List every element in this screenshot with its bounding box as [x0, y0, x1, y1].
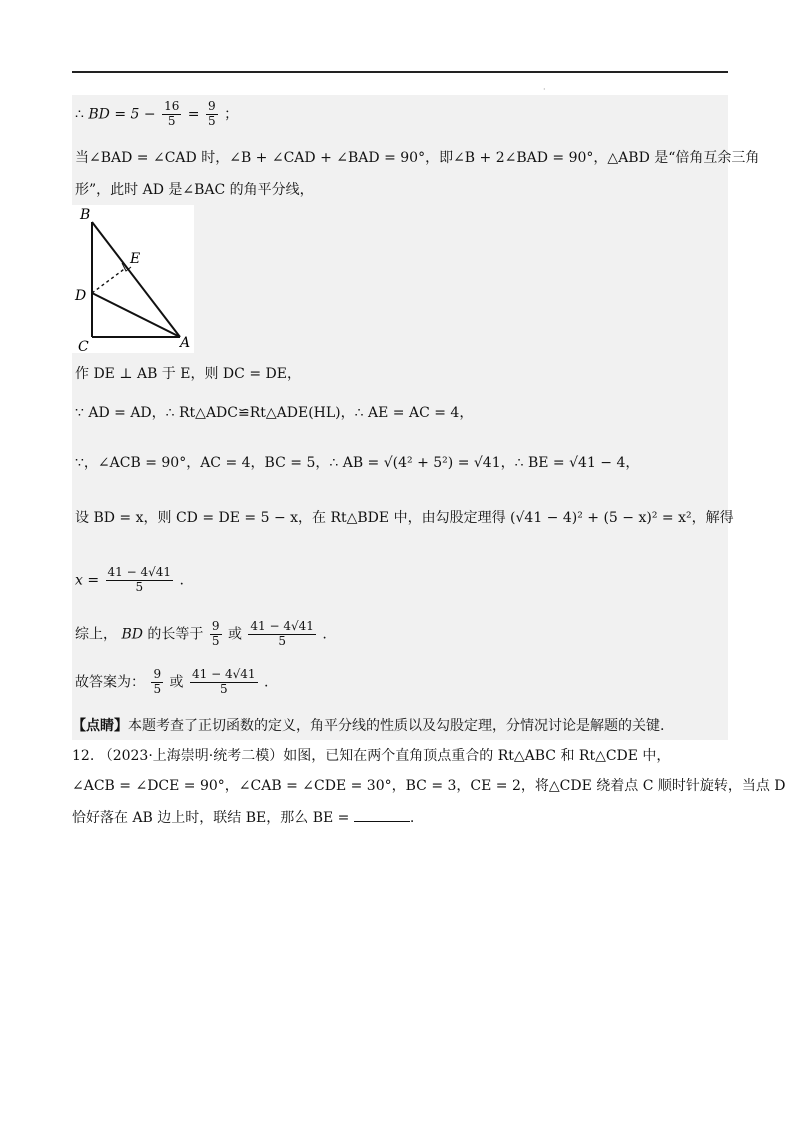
therefore-symbol: ∴: [75, 106, 84, 123]
fraction-denominator: 5: [211, 633, 220, 648]
fraction-x-value: [190, 668, 258, 697]
expr-bd: BD: [121, 626, 143, 643]
expr-bd: BD = 5 −: [88, 106, 156, 123]
answer-prefix: 故答案为：: [75, 674, 145, 691]
label-d: D: [75, 288, 87, 304]
solution-line-10: [75, 668, 268, 697]
solution-line-1: [75, 100, 238, 129]
punctuation: .: [409, 810, 415, 826]
question-12-text: 恰好落在 AB 边上时，联结 BE，那么 BE =: [72, 810, 350, 826]
fraction-16-5: [162, 100, 181, 129]
fraction-numerator: 9: [153, 667, 162, 681]
solution-line-9: [75, 620, 327, 649]
word-or: 或: [227, 626, 242, 643]
solution-line-7: 设 BD = x，则 CD = DE = 5 − x，在 Rt△BDE 中，由勾股定理得 (√41 − 4)² + (5 − x)² = x²，解得: [75, 510, 734, 526]
solution-line-4: 作 DE ⊥ AB 于 E，则 DC = DE，: [75, 366, 301, 382]
fraction-numerator: 9: [207, 99, 216, 113]
solution-line-8: [75, 566, 184, 595]
label-a: A: [180, 335, 191, 351]
equals-sign: =: [187, 106, 200, 123]
header-rule: [72, 71, 728, 73]
fraction-denominator: 5: [153, 681, 162, 696]
fraction-9-5: [210, 620, 222, 649]
solution-line-11: [72, 718, 664, 735]
header-dot: ·: [543, 85, 546, 94]
segment-de-dashed: [92, 267, 127, 293]
triangle-figure: [72, 205, 194, 353]
fraction-numerator: 16: [164, 99, 180, 113]
punctuation: .: [179, 572, 184, 589]
segment-da: [92, 293, 180, 337]
summary-prefix: 综上，: [75, 626, 117, 643]
fraction-numerator: 41 − 4√41: [192, 667, 256, 681]
fraction-numerator: 41 − 4√41: [250, 619, 314, 633]
fraction-denominator: 5: [278, 633, 286, 648]
label-b: B: [80, 207, 91, 223]
fraction-denominator: 5: [207, 113, 216, 128]
fraction-numerator: 9: [211, 619, 220, 633]
label-c: C: [78, 339, 89, 353]
solution-line-5: ∵ AD = AD，∴ Rt△ADC≌Rt△ADE(HL)，∴ AE = AC = 4，: [75, 405, 474, 421]
segment-ba: [92, 222, 180, 337]
fraction-denominator: 5: [219, 681, 228, 696]
question-12-line-2: ∠ACB = ∠DCE = 90°，∠CAB = ∠CDE = 30°，BC = 3，CE = 2，将△CDE 绕着点 C 顺时针旋转，当点 D: [72, 778, 786, 794]
fraction-x-value: [248, 620, 316, 649]
triangle-diagram: [72, 205, 194, 353]
comment-tag: 【点睛】: [72, 718, 128, 734]
summary-mid: 的长等于: [147, 626, 204, 643]
word-or: 或: [169, 674, 184, 691]
answer-blank[interactable]: [354, 809, 410, 822]
fraction-denominator: 5: [167, 113, 176, 128]
question-12-line-1: 12. （2023·上海崇明·统考二模）如图，已知在两个直角顶点重合的 Rt△ABC 和 Rt△CDE 中，: [72, 748, 671, 764]
expr-x: x =: [75, 572, 100, 589]
solution-line-3: 形”，此时 AD 是∠BAC 的角平分线，: [75, 182, 314, 198]
fraction-denominator: 5: [135, 579, 144, 594]
punctuation: ；: [224, 106, 239, 123]
punctuation: .: [263, 674, 269, 691]
fraction-9-5: [151, 668, 163, 697]
solution-line-2: 当∠BAD = ∠CAD 时，∠B + ∠CAD + ∠BAD = 90°，即∠B + 2∠BAD = 90°，△ABD 是“倍角互余三角: [75, 150, 760, 166]
punctuation: .: [322, 626, 327, 643]
comment-text: 本题考查了正切函数的定义，角平分线的性质以及勾股定理，分情况讨论是解题的关键.: [128, 718, 665, 734]
label-e: E: [130, 251, 141, 267]
fraction-numerator: 41 − 4√41: [107, 565, 172, 579]
question-12-line-3: [72, 809, 414, 827]
fraction-9-5: [206, 100, 218, 129]
solution-line-6: ∵，∠ACB = 90°，AC = 4，BC = 5，∴ AB = √(4² + 5²) = √41，∴ BE = √41 − 4，: [75, 455, 640, 471]
fraction-x-value: [106, 566, 174, 595]
